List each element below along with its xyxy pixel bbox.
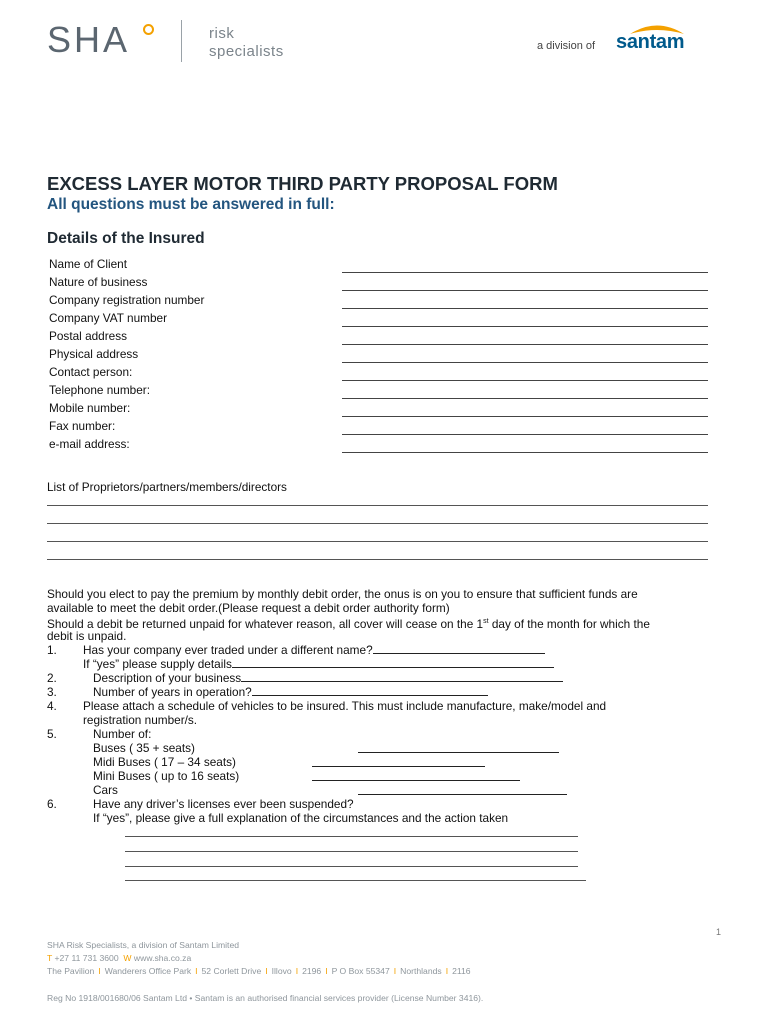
q3-number: 3. xyxy=(47,685,57,699)
q2-number: 2. xyxy=(47,671,57,685)
q2-label: Description of your business xyxy=(93,671,242,685)
form-subtitle: All questions must be answered in full: xyxy=(47,196,335,213)
proprietors-line-3[interactable] xyxy=(47,541,708,542)
footer-web-label: W xyxy=(123,953,132,963)
field-label: Nature of business xyxy=(49,275,148,289)
footer-web: www.sha.co.za xyxy=(133,953,192,963)
footer-address xyxy=(47,966,471,977)
q4-line-1: Please attach a schedule of vehicles to be insured. This must include manufacture, make/model and xyxy=(83,699,607,713)
footer-tel: +27 11 731 3600 xyxy=(54,953,119,963)
footer-address-part: 2116 xyxy=(452,966,471,976)
field-answer-line[interactable] xyxy=(342,434,708,435)
q5-number: 5. xyxy=(47,727,57,741)
footer-separator: I xyxy=(195,966,198,976)
q4-number: 4. xyxy=(47,699,57,713)
q6-line-2[interactable] xyxy=(125,851,578,852)
notice-line-3a: Should a debit be returned unpaid for whatever reason, all cover will cease on the 1 xyxy=(47,616,484,631)
sha-logo: SHA xyxy=(47,19,131,60)
q6-sub: If “yes”, please give a full explanation of the circumstances and the action taken xyxy=(93,811,509,825)
field-label: Company registration number xyxy=(49,293,205,307)
field-label: Postal address xyxy=(49,329,128,343)
tagline-line-1: risk xyxy=(209,25,235,42)
q1-label: Has your company ever traded under a different name? xyxy=(83,643,373,657)
q5-item-mini-buses: Mini Buses ( up to 16 seats) xyxy=(93,769,240,783)
division-text: a division of xyxy=(537,40,596,52)
footer-separator: I xyxy=(325,966,328,976)
field-label: Mobile number: xyxy=(49,401,131,415)
proprietors-label: List of Proprietors/partners/members/directors xyxy=(47,480,287,494)
q6-line-3[interactable] xyxy=(125,866,578,867)
field-answer-line[interactable] xyxy=(342,380,708,381)
field-answer-line[interactable] xyxy=(342,416,708,417)
field-answer-line[interactable] xyxy=(342,308,708,309)
footer-address-part: 2196 xyxy=(302,966,322,976)
notice-line-3b: day of the month for which the xyxy=(488,616,650,631)
q3-label: Number of years in operation? xyxy=(93,685,252,699)
q6-line-4[interactable] xyxy=(125,880,586,881)
section-title: Details of the Insured xyxy=(47,230,205,247)
field-answer-line[interactable] xyxy=(342,452,708,453)
footer-address-part: P O Box 55347 xyxy=(331,966,390,976)
q5-mini-buses-line[interactable] xyxy=(312,780,520,781)
logo-tagline xyxy=(209,25,284,61)
field-answer-line[interactable] xyxy=(342,344,708,345)
q3-text xyxy=(93,685,488,699)
proprietors-line-4[interactable] xyxy=(47,559,708,560)
footer-address-part: 52 Corlett Drive xyxy=(201,966,262,976)
sha-logo-circle-icon xyxy=(143,24,154,35)
footer-address-part: The Pavilion xyxy=(47,966,95,976)
footer-address-part: Wanderers Office Park xyxy=(104,966,192,976)
field-label: e-mail address: xyxy=(49,437,130,451)
footer-address-part: Northlands xyxy=(400,966,442,976)
q1-sub-label: If “yes” please supply details xyxy=(83,657,232,671)
q5-midi-buses-line[interactable] xyxy=(312,766,485,767)
proprietors-line-2[interactable] xyxy=(47,523,708,524)
notice-line-2: available to meet the debit order.(Please request a debit order authority form) xyxy=(47,601,450,615)
field-label: Contact person: xyxy=(49,365,133,379)
notice-line-1: Should you elect to pay the premium by monthly debit order, the onus is on you to ensure that sufficient funds are xyxy=(47,587,638,601)
q2-text xyxy=(93,671,563,685)
q1-text xyxy=(83,643,545,657)
notice-sup: st xyxy=(483,618,489,625)
q1-number: 1. xyxy=(47,643,57,657)
footer-tel-label: T xyxy=(47,953,53,963)
field-label: Company VAT number xyxy=(49,311,168,325)
tagline-line-2: specialists xyxy=(209,43,284,60)
footer-separator: I xyxy=(393,966,397,976)
footer-registration: Reg No 1918/001680/06 Santam Ltd • Santam is an authorised financial services provider (License Number 3416). xyxy=(47,993,484,1003)
q6-text: Have any driver’s licenses ever been suspended? xyxy=(93,797,354,811)
logo-divider xyxy=(181,20,182,62)
q4-line-2: registration number/s. xyxy=(83,713,198,727)
q3-answer-line[interactable] xyxy=(252,685,488,696)
field-label: Telephone number: xyxy=(49,383,150,397)
field-answer-line[interactable] xyxy=(342,326,708,327)
footer-contact xyxy=(47,953,191,964)
page-number: 1 xyxy=(716,927,722,937)
notice-line-4: debit is unpaid. xyxy=(47,629,127,643)
q1-sub xyxy=(83,657,554,671)
footer-separator: I xyxy=(98,966,101,976)
footer-separator: I xyxy=(295,966,299,976)
q5-buses-line[interactable] xyxy=(358,752,559,753)
footer-separator: I xyxy=(445,966,449,976)
q1-details-line[interactable] xyxy=(232,657,554,668)
field-answer-line[interactable] xyxy=(342,290,708,291)
q2-answer-line[interactable] xyxy=(241,671,563,682)
q5-text: Number of: xyxy=(93,727,152,741)
proprietors-line-1[interactable] xyxy=(47,505,708,506)
q6-number: 6. xyxy=(47,797,57,811)
q5-cars-line[interactable] xyxy=(358,794,567,795)
q5-item-midi-buses: Midi Buses ( 17 – 34 seats) xyxy=(93,755,236,769)
footer-separator: I xyxy=(265,966,268,976)
field-label: Physical address xyxy=(49,347,139,361)
field-answer-line[interactable] xyxy=(342,272,708,273)
field-label: Fax number: xyxy=(49,419,116,433)
form-title: EXCESS LAYER MOTOR THIRD PARTY PROPOSAL FORM xyxy=(47,173,558,194)
field-answer-line[interactable] xyxy=(342,362,708,363)
field-answer-line[interactable] xyxy=(342,398,708,399)
q6-line-1[interactable] xyxy=(125,836,578,837)
footer-address-part: Illovo xyxy=(271,966,292,976)
q5-item-buses: Buses ( 35 + seats) xyxy=(93,741,195,755)
q1-answer-line[interactable] xyxy=(373,643,545,654)
field-label: Name of Client xyxy=(49,257,128,271)
footer-company: SHA Risk Specialists, a division of Santam Limited xyxy=(47,940,240,950)
q5-item-cars: Cars xyxy=(93,783,118,797)
notice-line-3 xyxy=(47,615,650,631)
santam-logo: santam xyxy=(616,31,685,53)
